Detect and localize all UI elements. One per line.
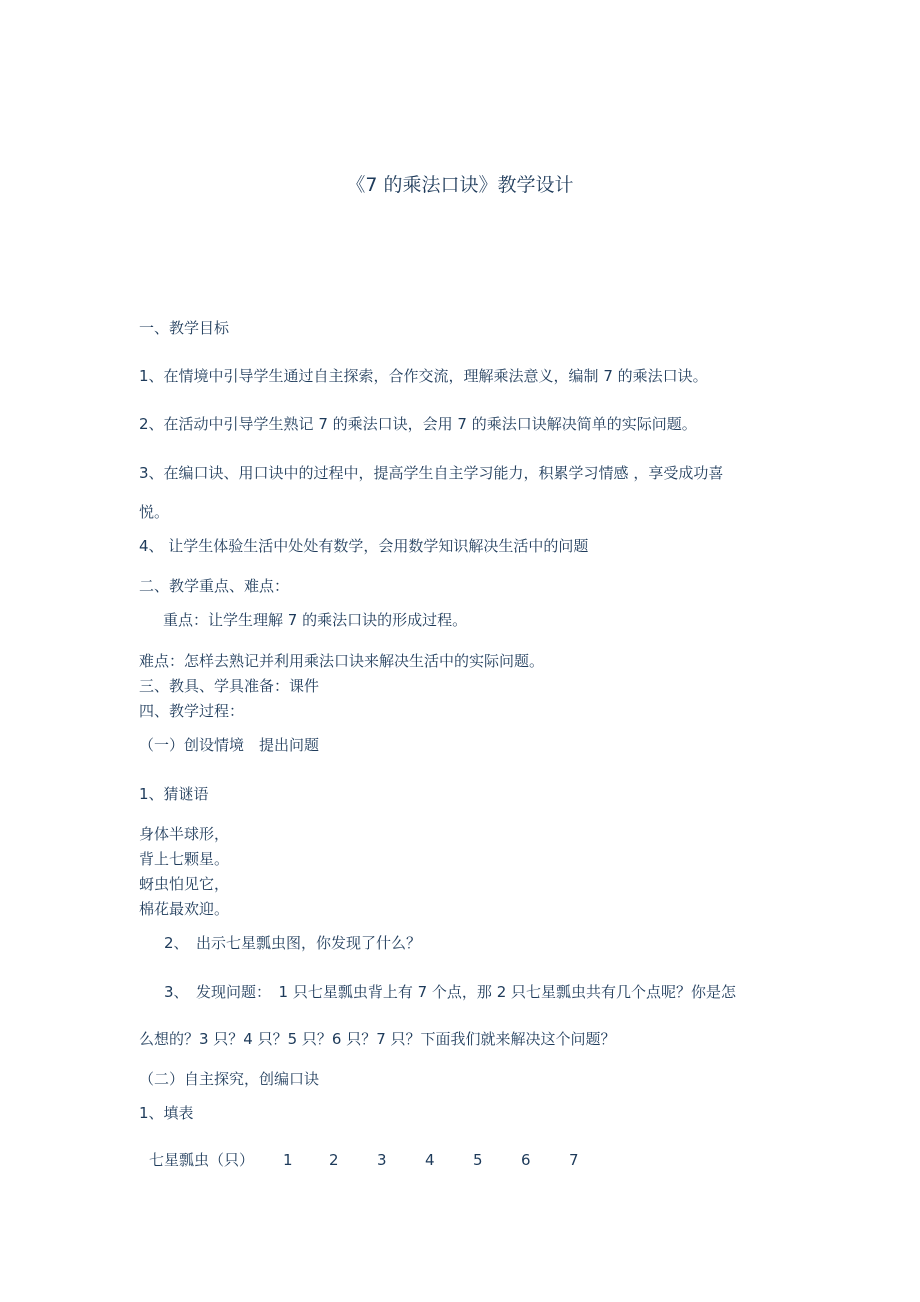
riddle-line: 棉花最欢迎。: [139, 900, 230, 918]
step-3-line-2: 么想的？3 只？4 只？5 只？6 只？7 只？下面我们就来解决这个问题？: [139, 1030, 616, 1048]
goal-3-line-2: 悦。: [139, 503, 170, 521]
document-title: 《7 的乘法口诀》教学设计: [346, 174, 574, 196]
part-1-heading: （一）创设情境 提出问题: [139, 736, 320, 754]
table-cell: 4: [425, 1151, 435, 1169]
riddle-heading: 1、猜谜语: [139, 785, 209, 803]
step-2: 2、 出示七星瓢虫图，你发现了什么？: [164, 934, 422, 952]
table-row-label: 七星瓢虫（只）: [149, 1151, 255, 1169]
part-2-heading: （二）自主探究，创编口诀: [139, 1070, 320, 1088]
goal-3-line-1: 3、在编口诀、用口诀中的过程中，提高学生自主学习能力，积累学习情感 ，享受成功喜: [139, 464, 724, 482]
key-heading: 二、教学重点、难点：: [139, 577, 290, 595]
riddle-line: 背上七颗星。: [139, 850, 230, 868]
process-heading: 四、教学过程：: [139, 702, 245, 720]
table-cell: 2: [329, 1151, 339, 1169]
table-cell: 1: [283, 1151, 293, 1169]
difficult-point: 难点：怎样去熟记并利用乘法口诀来解决生活中的实际问题。: [139, 652, 545, 670]
goal-4: 4、 让学生体验生活中处处有数学，会用数学知识解决生活中的问题: [139, 537, 589, 555]
fill-table-heading: 1、填表: [139, 1104, 194, 1122]
goal-2: 2、在活动中引导学生熟记 7 的乘法口诀，会用 7 的乘法口诀解决简单的实际问题。: [139, 415, 697, 433]
table-cell: 3: [377, 1151, 387, 1169]
table-cell: 7: [569, 1151, 579, 1169]
riddle-line: 蚜虫怕见它，: [139, 875, 230, 893]
riddle-line: 身体半球形，: [139, 825, 230, 843]
key-point: 重点：让学生理解 7 的乘法口诀的形成过程。: [163, 611, 468, 629]
tools-line: 三、教具、学具准备：课件: [139, 677, 320, 695]
goal-1: 1、在情境中引导学生通过自主探索，合作交流，理解乘法意义，编制 7 的乘法口诀。: [139, 367, 708, 385]
table-cell: 6: [521, 1151, 531, 1169]
table-cell: 5: [473, 1151, 483, 1169]
step-3-line-1: 3、 发现问题： 1 只七星瓢虫背上有 7 个点，那 2 只七星瓢虫共有几个点呢？你是怎: [164, 983, 737, 1001]
goals-heading: 一、教学目标: [139, 319, 230, 337]
